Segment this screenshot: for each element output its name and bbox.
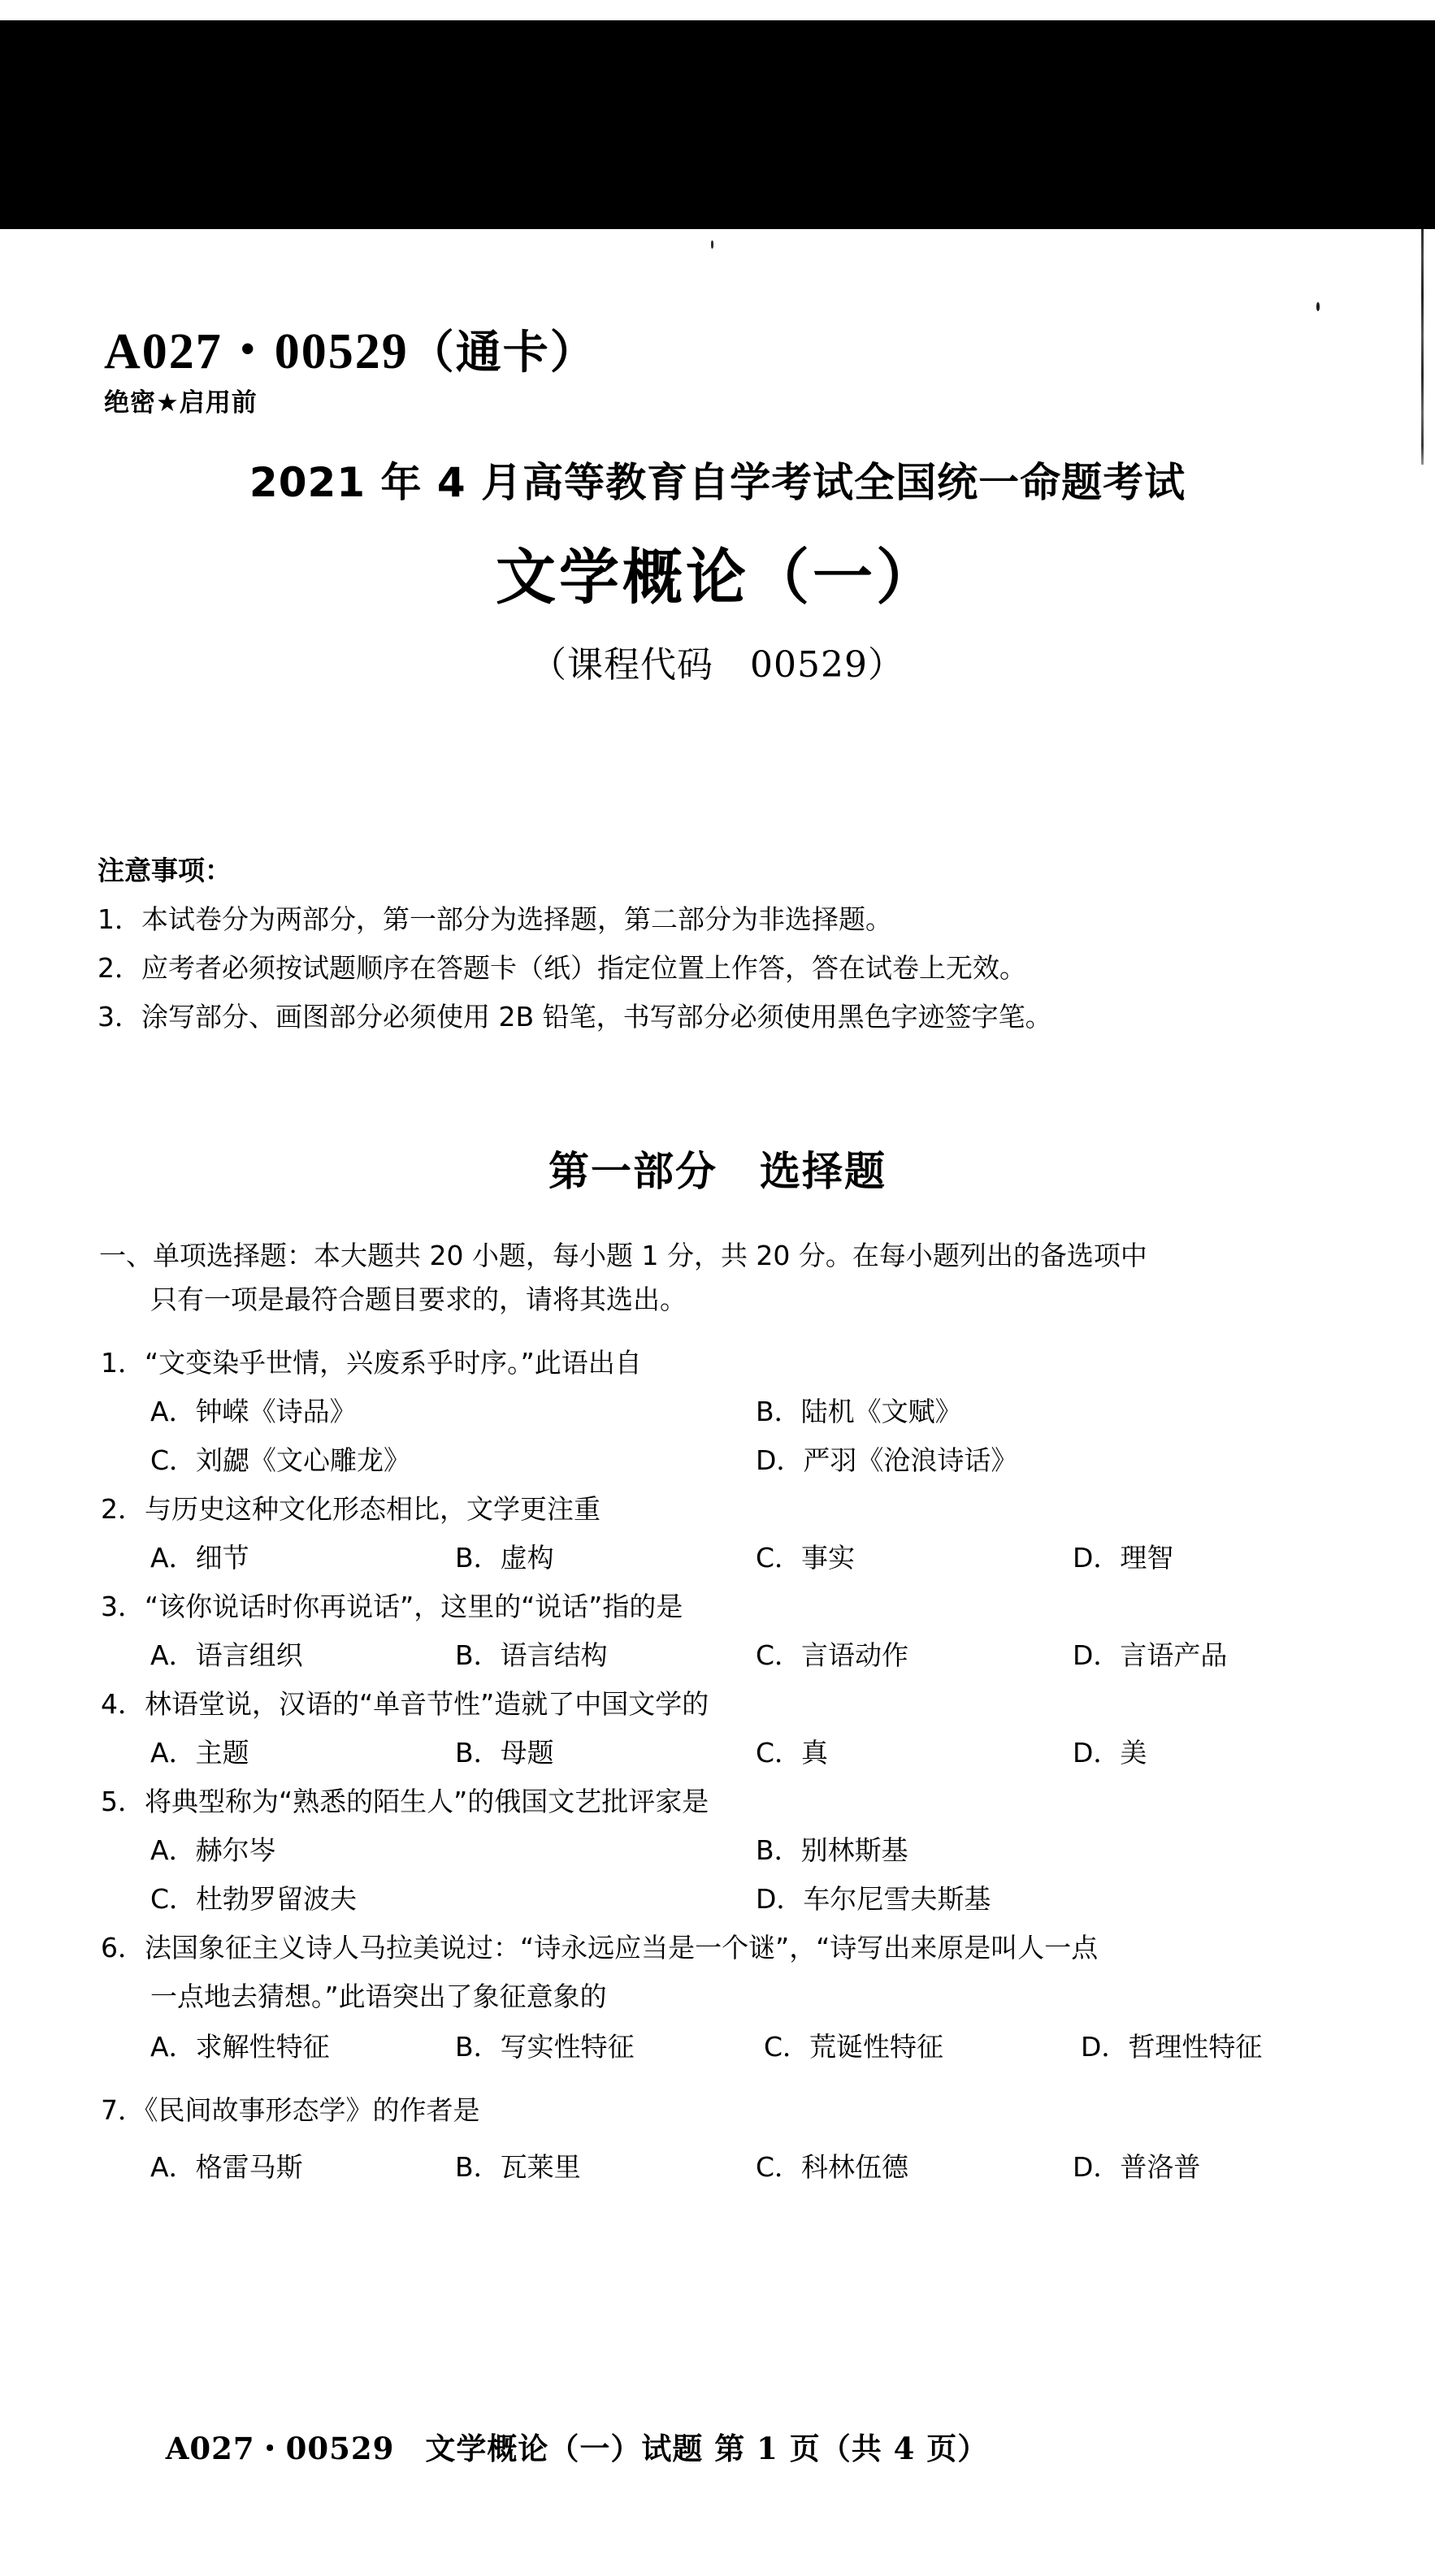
question-2-option-a[interactable] (150, 1537, 249, 1575)
option-text: 言语产品 (1120, 1639, 1228, 1671)
question-4-option-a[interactable] (150, 1732, 249, 1770)
option-label: A． (150, 2151, 196, 2183)
question-6-option-b[interactable] (455, 2026, 635, 2064)
question-1-number: 1． (101, 1347, 145, 1379)
option-text: 虚构 (500, 1542, 554, 1574)
question-2-stem (101, 1488, 600, 1526)
question-4-text: 林语堂说，汉语的“单音节性”造就了中国文学的 (145, 1688, 709, 1720)
option-label: B． (756, 1834, 801, 1866)
question-6-option-d[interactable] (1081, 2026, 1262, 2064)
option-label: D． (756, 1883, 804, 1915)
option-text: 格雷马斯 (195, 2151, 303, 2183)
paper-code-suffix: （通卡） (408, 328, 597, 379)
option-label: A． (150, 2031, 196, 2063)
part-one-heading: 第一部分 选择题 (548, 1148, 887, 1195)
question-1-stem (101, 1342, 642, 1380)
option-label: A． (150, 1834, 196, 1866)
question-7-text: 《民间故事形态学》的作者是 (145, 2094, 480, 2126)
option-label: B． (756, 1396, 801, 1427)
option-text: 荒诞性特征 (809, 2031, 944, 2063)
question-7-option-b[interactable] (455, 2146, 581, 2184)
option-label: D． (1073, 1542, 1121, 1574)
option-text: 真 (801, 1737, 829, 1769)
option-label: B． (455, 1542, 501, 1574)
question-2-number: 2． (101, 1493, 145, 1525)
option-text: 钟嵘《诗品》 (195, 1396, 357, 1427)
question-1-option-a[interactable] (150, 1391, 357, 1429)
note-item-1: 1．本试卷分为两部分，第一部分为选择题，第二部分为非选择题。 (98, 903, 892, 935)
question-1-text: “文变染乎世情，兴废系乎时序。”此语出自 (145, 1347, 642, 1379)
option-text: 刘勰《文心雕龙》 (196, 1444, 411, 1476)
option-label: C． (756, 1639, 802, 1671)
course-code-label: （课程代码 00529） (531, 644, 904, 686)
option-label: C． (756, 1542, 802, 1574)
question-3-option-c[interactable] (756, 1634, 908, 1673)
option-text: 语言组织 (195, 1639, 303, 1671)
question-5-text: 将典型称为“熟悉的陌生人”的俄国文艺批评家是 (145, 1786, 709, 1817)
question-2-option-b[interactable] (455, 1537, 554, 1575)
section-intro-line-2: 只有一项是最符合题目要求的，请将其选出。 (150, 1284, 687, 1315)
question-5-option-d[interactable] (756, 1878, 991, 1916)
option-text: 美 (1120, 1737, 1147, 1769)
option-label: A． (150, 1396, 196, 1427)
option-label: B． (455, 1737, 501, 1769)
option-text: 赫尔岑 (195, 1834, 276, 1866)
exam-title: 2021 年 4 月高等教育自学考试全国统一命题考试 (249, 459, 1186, 506)
question-6-stem (101, 1927, 1098, 1965)
question-3-option-d[interactable] (1073, 1634, 1227, 1673)
option-text: 求解性特征 (195, 2031, 330, 2063)
question-2-option-d[interactable] (1073, 1537, 1173, 1575)
question-4-option-d[interactable] (1073, 1732, 1147, 1770)
option-text: 科林伍德 (801, 2151, 909, 2183)
option-text: 哲理性特征 (1128, 2031, 1263, 2063)
question-7-option-c[interactable] (756, 2146, 908, 2184)
paper-code (104, 310, 597, 383)
option-text: 杜勃罗留波夫 (196, 1883, 358, 1915)
option-label: A． (150, 1542, 196, 1574)
section-intro-line-1: 一、单项选择题：本大题共 20 小题，每小题 1 分，共 20 分。在每小题列出的备选项中 (99, 1240, 1147, 1271)
note-item-3: 3．涂写部分、画图部分必须使用 2B 铅笔，书写部分必须使用黑色字迹签字笔。 (98, 1001, 1052, 1033)
question-1-option-c[interactable] (150, 1440, 410, 1478)
question-5-stem (101, 1781, 709, 1819)
option-label: B． (455, 1639, 501, 1671)
option-label: D． (756, 1444, 804, 1476)
option-label: D． (1081, 2031, 1129, 2063)
subject-title: 文学概论（一） (496, 543, 939, 613)
option-label: D． (1073, 1737, 1121, 1769)
option-label: A． (150, 1639, 196, 1671)
option-text: 言语动作 (801, 1639, 909, 1671)
question-6-text: 法国象征主义诗人马拉美说过：“诗永远应当是一个谜”，“诗写出来原是叫人一点 (145, 1932, 1099, 1963)
question-6-number: 6． (101, 1932, 145, 1963)
option-text: 写实性特征 (500, 2031, 635, 2063)
question-5-option-b[interactable] (756, 1829, 908, 1868)
option-label: C． (150, 1883, 197, 1915)
option-text: 别林斯基 (800, 1834, 908, 1866)
question-6-stem-line-2: 一点地去猜想。”此语突出了象征意象的 (150, 1981, 607, 2012)
question-6-option-a[interactable] (150, 2026, 330, 2064)
question-7-stem (101, 2089, 480, 2128)
question-7-option-d[interactable] (1073, 2146, 1200, 2184)
question-7-option-a[interactable] (150, 2146, 303, 2184)
option-label: C． (756, 2151, 802, 2183)
option-label: C． (764, 2031, 810, 2063)
question-5-number: 5． (101, 1786, 145, 1817)
option-label: C． (756, 1737, 802, 1769)
option-label: D． (1073, 1639, 1121, 1671)
option-text: 主题 (195, 1737, 249, 1769)
question-3-option-a[interactable] (150, 1634, 303, 1673)
question-2-option-c[interactable] (756, 1537, 855, 1575)
question-3-stem (101, 1586, 683, 1624)
question-5-option-a[interactable] (150, 1829, 276, 1868)
question-4-option-c[interactable] (756, 1732, 828, 1770)
question-3-text: “该你说话时你再说话”，这里的“说话”指的是 (145, 1591, 683, 1622)
option-text: 母题 (500, 1737, 554, 1769)
question-4-number: 4． (101, 1688, 145, 1720)
question-3-number: 3． (101, 1591, 145, 1622)
note-item-2: 2．应考者必须按试题顺序在答题卡（纸）指定位置上作答，答在试卷上无效。 (98, 952, 1026, 984)
option-text: 瓦莱里 (500, 2151, 581, 2183)
option-text: 事实 (801, 1542, 856, 1574)
option-text: 严羽《沧浪诗话》 (803, 1444, 1018, 1476)
option-label: A． (150, 1737, 196, 1769)
question-5-option-c[interactable] (150, 1878, 357, 1916)
page-footer: A027・00529 文学概论（一）试题 第 1 页（共 4 页） (165, 2431, 989, 2466)
question-2-text: 与历史这种文化形态相比，文学更注重 (145, 1493, 600, 1525)
option-text: 细节 (195, 1542, 249, 1574)
question-1-option-d[interactable] (756, 1440, 1017, 1478)
scan-black-band (0, 20, 1435, 229)
exam-page (0, 229, 1435, 2576)
question-6-option-c[interactable] (764, 2026, 943, 2064)
notes-heading: 注意事项： (98, 855, 232, 886)
option-text: 语言结构 (500, 1639, 608, 1671)
option-text: 车尔尼雪夫斯基 (803, 1883, 991, 1915)
option-text: 陆机《文赋》 (800, 1396, 962, 1427)
question-1-option-b[interactable] (756, 1391, 962, 1429)
security-label: 绝密★启用前 (104, 388, 258, 418)
option-label: C． (150, 1444, 197, 1476)
question-4-stem (101, 1683, 709, 1721)
option-label: D． (1073, 2151, 1121, 2183)
option-label: B． (455, 2031, 501, 2063)
question-7-number: 7． (101, 2094, 145, 2126)
paper-code-number: A027・00529 (104, 324, 409, 379)
option-label: B． (455, 2151, 501, 2183)
option-text: 普洛普 (1120, 2151, 1201, 2183)
question-3-option-b[interactable] (455, 1634, 608, 1673)
option-text: 理智 (1120, 1542, 1174, 1574)
question-4-option-b[interactable] (455, 1732, 554, 1770)
